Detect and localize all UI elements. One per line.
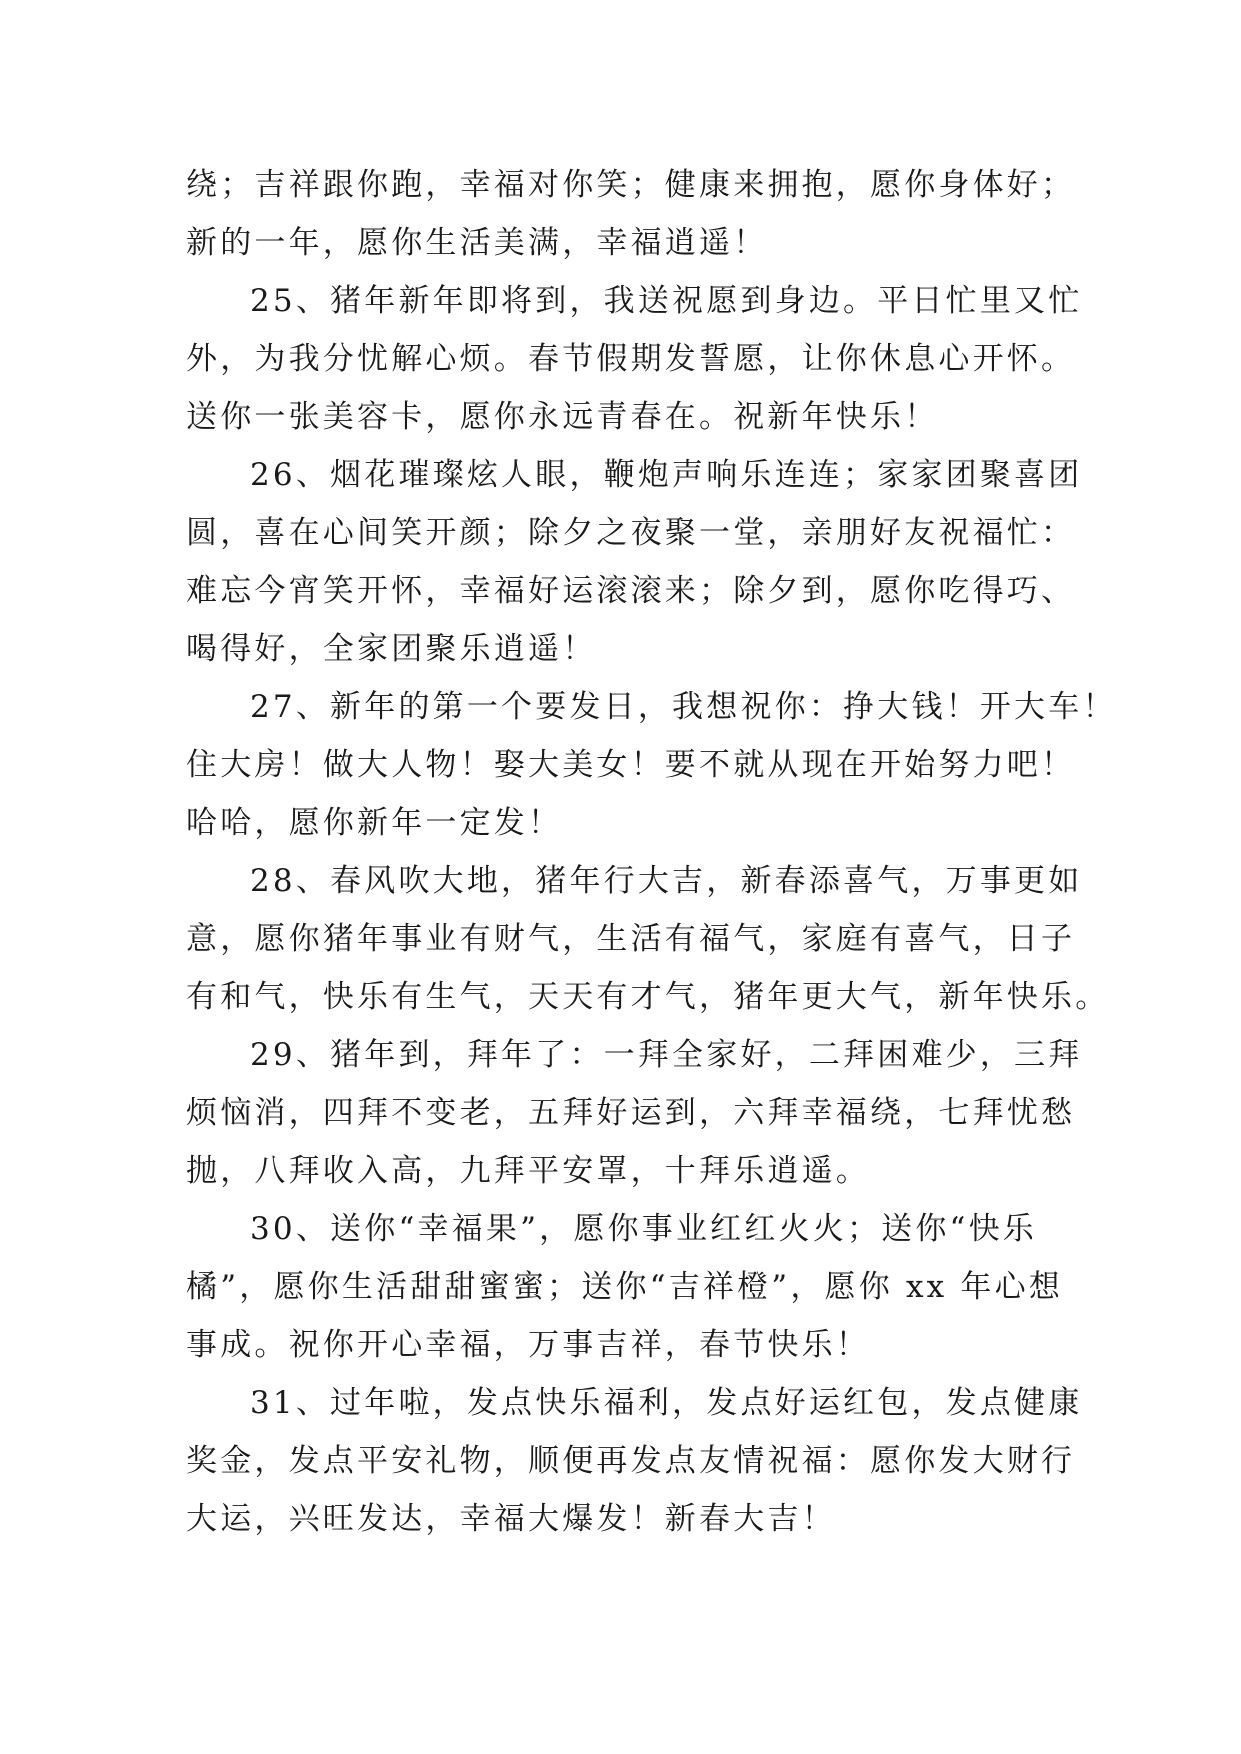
text-line: 难忘今宵笑开怀，幸福好运滚滚来；除夕到，愿你吃得巧、 xyxy=(186,573,1076,609)
text-line: 哈哈，愿你新年一定发！ xyxy=(186,805,563,841)
paragraph-25-start: 25、猪年新年即将到，我送祝愿到身边。平日忙里又忙 xyxy=(250,283,1083,319)
text-line: 意，愿你猪年事业有财气，生活有福气，家庭有喜气，日子 xyxy=(186,921,1076,957)
text-line: 喝得好，全家团聚乐逍遥！ xyxy=(186,631,597,667)
text-line: 新的一年，愿你生活美满，幸福逍遥！ xyxy=(186,225,768,261)
paragraph-28-start: 28、春风吹大地，猪年行大吉，新春添喜气，万事更如 xyxy=(250,863,1083,899)
text-line: 绕；吉祥跟你跑，幸福对你笑；健康来拥抱，愿你身体好； xyxy=(186,167,1076,203)
paragraph-26-start: 26、烟花璀璨炫人眼，鞭炮声响乐连连；家家团聚喜团 xyxy=(250,457,1083,493)
text-line: 圆，喜在心间笑开颜；除夕之夜聚一堂，亲朋好友祝福忙： xyxy=(186,515,1076,551)
text-line: 事成。祝你开心幸福，万事吉祥，春节快乐！ xyxy=(186,1327,870,1363)
text-line: 有和气，快乐有生气，天天有才气，猪年更大气，新年快乐。 xyxy=(186,979,1110,1015)
paragraph-30-start: 30、送你“幸福果”，愿你事业红红火火；送你“快乐 xyxy=(250,1211,1037,1247)
text-line: 橘”，愿你生活甜甜蜜蜜；送你“吉祥橙”，愿你 xx 年心想 xyxy=(186,1269,1064,1305)
text-line: 烦恼消，四拜不变老，五拜好运到，六拜幸福绕，七拜忧愁 xyxy=(186,1095,1076,1131)
text-line: 奖金，发点平安礼物，顺便再发点友情祝福：愿你发大财行 xyxy=(186,1443,1076,1479)
text-line: 外，为我分忧解心烦。春节假期发誓愿，让你休息心开怀。 xyxy=(186,341,1076,377)
paragraph-29-start: 29、猪年到，拜年了：一拜全家好，二拜困难少，三拜 xyxy=(250,1037,1083,1073)
text-line: 抛，八拜收入高，九拜平安罩，十拜乐逍遥。 xyxy=(186,1153,870,1189)
document-body xyxy=(186,156,1117,1548)
paragraph-31-start: 31、过年啦，发点快乐福利，发点好运红包，发点健康 xyxy=(250,1385,1083,1421)
text-line: 送你一张美容卡，愿你永远青春在。祝新年快乐！ xyxy=(186,399,939,435)
text-line: 大运，兴旺发达，幸福大爆发！新春大吉！ xyxy=(186,1501,836,1537)
paragraph-27-start: 27、新年的第一个要发日，我想祝你：挣大钱！开大车！ xyxy=(250,689,1117,725)
text-line: 住大房！做大人物！娶大美女！要不就从现在开始努力吧！ xyxy=(186,747,1076,783)
